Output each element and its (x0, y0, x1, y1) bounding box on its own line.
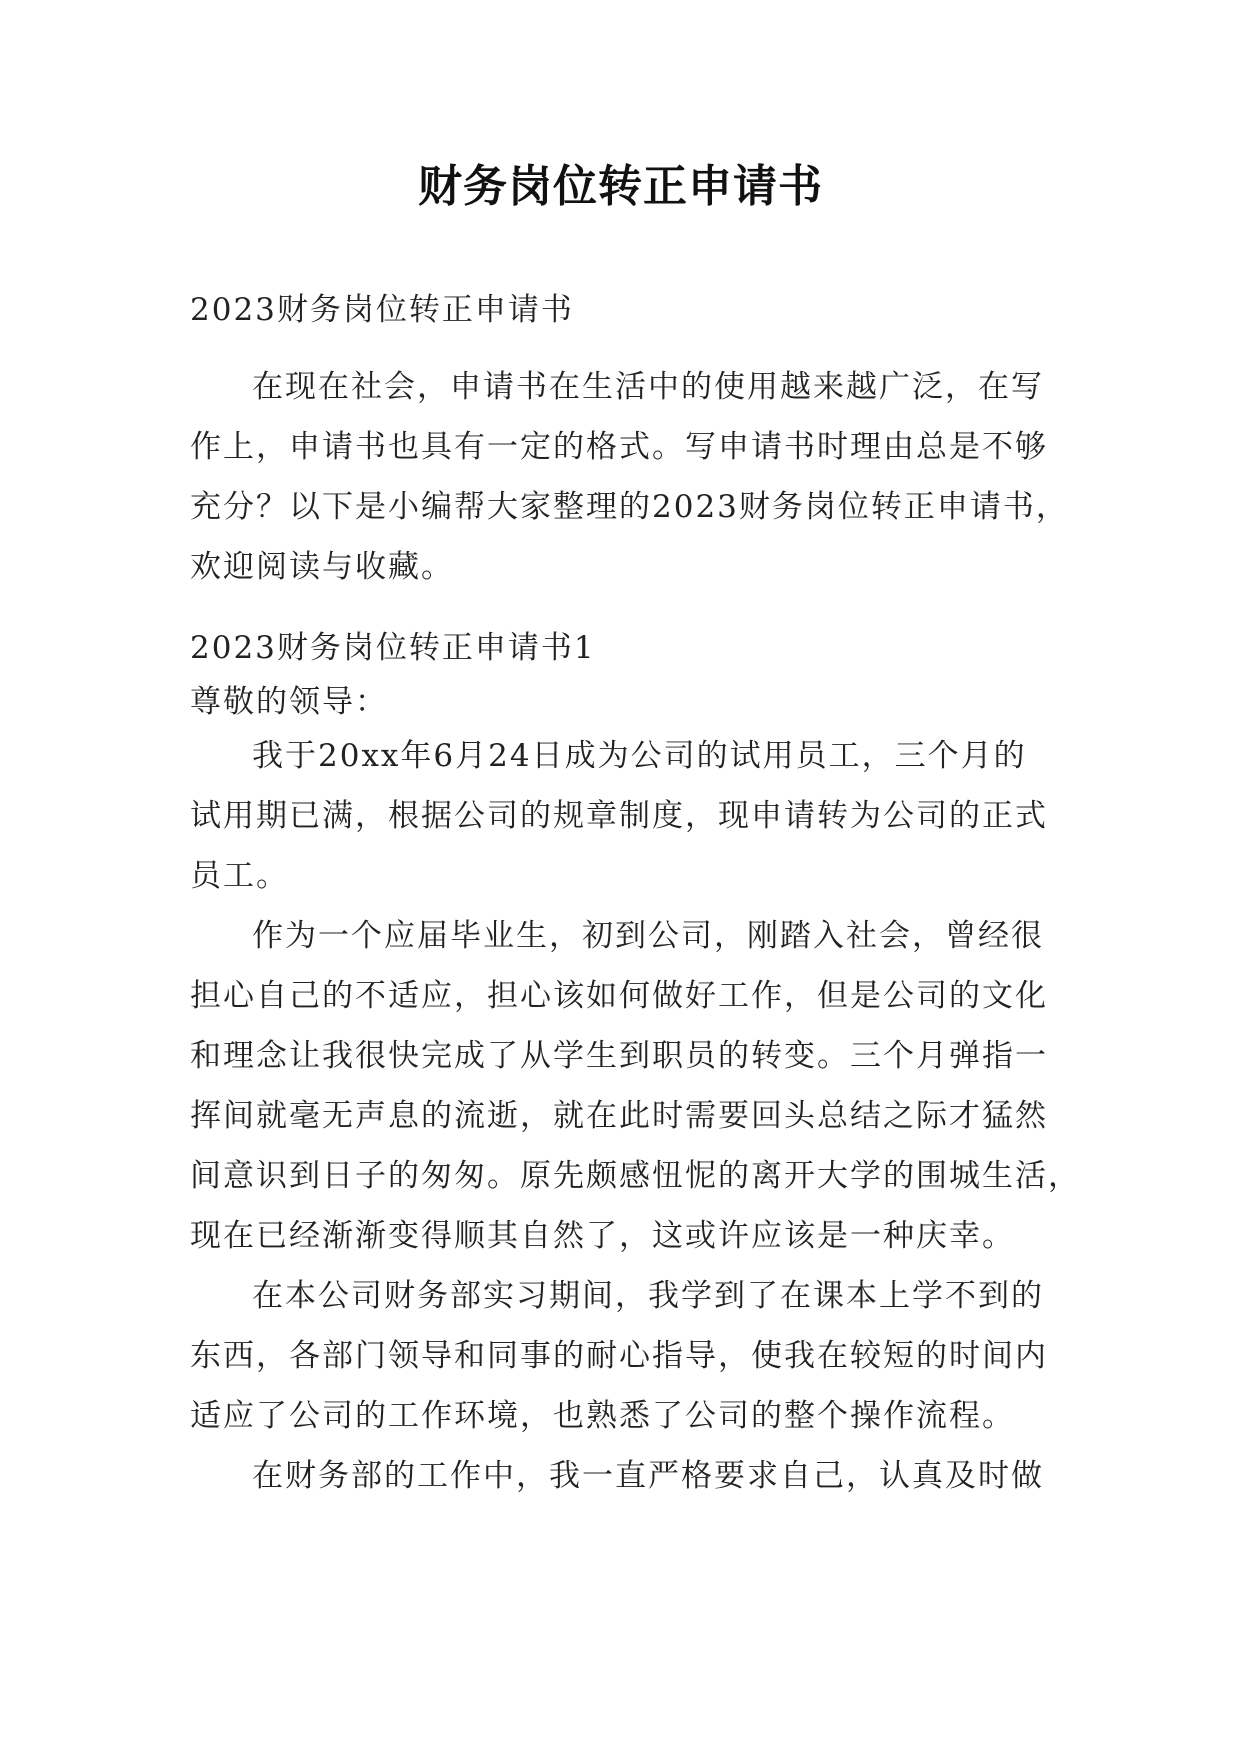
p1-line-3: 员工。 (190, 858, 289, 894)
body-paragraph-4 (190, 1446, 1060, 1506)
p3-line-2: 东西，各部门领导和同事的耐心指导，使我在较短的时间内 (190, 1338, 1048, 1374)
intro-line-4: 欢迎阅读与收藏。 (190, 549, 454, 585)
body-paragraph-3 (190, 1266, 1060, 1446)
section-heading-line: 2023财务岗位转正申请书1 (190, 630, 596, 666)
intro-line-1: 在现在社会，申请书在生活中的使用越来越广泛，在写 (252, 369, 1044, 405)
section-heading (190, 618, 1060, 678)
p2-line-1: 作为一个应届毕业生，初到公司，刚踏入社会，曾经很 (252, 918, 1044, 954)
p1-line-1: 我于20xx年6月24日成为公司的试用员工，三个月的 (252, 738, 1027, 774)
p2-line-4: 挥间就毫无声息的流逝，就在此时需要回头总结之际才猛然 (190, 1098, 1048, 1134)
intro-line-2: 作上，申请书也具有一定的格式。写申请书时理由总是不够 (190, 429, 1048, 465)
salutation (190, 672, 1060, 732)
document-subtitle (190, 280, 1060, 340)
p1-line-2: 试用期已满，根据公司的规章制度，现申请转为公司的正式 (190, 798, 1048, 834)
p2-line-6: 现在已经渐渐变得顺其自然了，这或许应该是一种庆幸。 (190, 1218, 1015, 1254)
subtitle-line: 2023财务岗位转正申请书 (190, 292, 574, 328)
p2-line-3: 和理念让我很快完成了从学生到职员的转变。三个月弹指一 (190, 1038, 1048, 1074)
salutation-line: 尊敬的领导： (190, 684, 388, 720)
p4-line-1: 在财务部的工作中，我一直严格要求自己，认真及时做 (252, 1458, 1044, 1494)
body-paragraph-2 (190, 906, 1081, 1266)
intro-line-3: 充分？以下是小编帮大家整理的2023财务岗位转正申请书， (190, 489, 1069, 525)
body-paragraph-1 (190, 726, 1060, 906)
document-title: 财务岗位转正申请书 (418, 161, 823, 212)
p3-line-3: 适应了公司的工作环境，也熟悉了公司的整个操作流程。 (190, 1398, 1015, 1434)
intro-paragraph (190, 357, 1069, 597)
p2-line-5: 间意识到日子的匆匆。原先颇感忸怩的离开大学的围城生活， (190, 1158, 1081, 1194)
p3-line-1: 在本公司财务部实习期间，我学到了在课本上学不到的 (252, 1278, 1044, 1314)
p2-line-2: 担心自己的不适应，担心该如何做好工作，但是公司的文化 (190, 978, 1048, 1014)
